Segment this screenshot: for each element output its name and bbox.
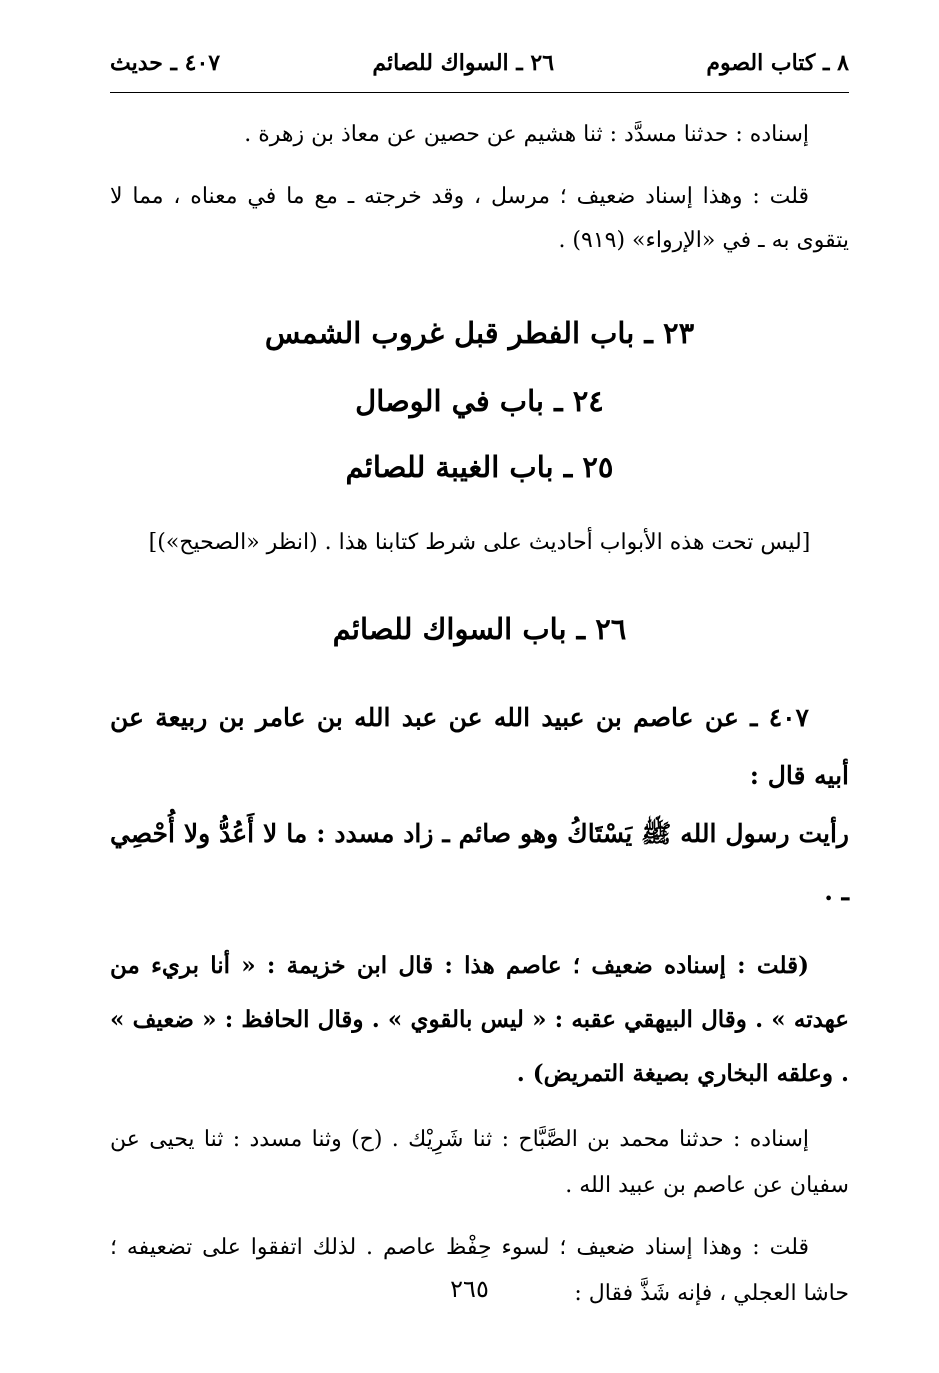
hadith-opening: ٤٠٧ ـ عن عاصم بن عبيد الله عن عبد الله بن عامر بن ربيعة عن أبيه قال : xyxy=(110,703,849,790)
author-note: قلت : وهذا إسناد ضعيف ؛ مرسل ، وقد خرجته ـ مع ما في معناه ، مما لا يتقوى به ـ في «الإرواء» (٩١٩) . xyxy=(110,184,849,253)
header-chapter-title: ٢٦ ـ السواك للصائم xyxy=(372,50,555,76)
header-hadith-number: ٤٠٧ ـ حديث xyxy=(110,50,221,76)
isnad-paragraph: إسناده : حدثنا مسدَّد : ثنا هشيم عن حصين عن معاذ بن زهرة . xyxy=(244,122,809,147)
bracket-note: [ليس تحت هذه الأبواب أحاديث على شرط كتابنا هذا . (انظر «الصحيح»)] xyxy=(148,530,811,555)
chapter-heading-23: ٢٣ ـ باب الفطر قبل غروب الشمس xyxy=(264,316,695,350)
grading-comment: (قلت : إسناده ضعيف ؛ عاصم هذا : قال ابن خزيمة : « أنا بريء من عهدته » . وقال البيهقي عقبه : « ليس بالقوي » . وقال الحافظ : « ضعيف » . وعلقه البخاري بصيغة التمريض) . xyxy=(110,952,849,1087)
hadith-body: رأيت رسول الله ﷺ يَسْتَاكُ وهو صائم ـ زاد مسدد : ما لا أَعُدُّ ولا أُحْصِي ـ . xyxy=(110,819,849,906)
author-note-2: قلت : وهذا إسناد ضعيف ؛ لسوء حِفْظ عاصم . لذلك اتفقوا على تضعيفه ؛ حاشا العجلي ، فإنه شَذَّ فقال : xyxy=(110,1235,849,1306)
chapter-heading-26: ٢٦ ـ باب السواك للصائم xyxy=(332,612,627,646)
hadith-text xyxy=(110,689,849,921)
header-book-title: ٨ ـ كتاب الصوم xyxy=(706,50,849,76)
running-header xyxy=(110,50,849,93)
isnad-paragraph-2: إسناده : حدثنا محمد بن الصَّبَّاح : ثنا شَرِيْك . (ح) وثنا مسدد : ثنا يحيى عن سفيان عن عاصم بن عبيد الله . xyxy=(110,1127,849,1198)
chapter-heading-24: ٢٤ ـ باب في الوصال xyxy=(355,384,604,418)
chapter-heading-25: ٢٥ ـ باب الغيبة للصائم xyxy=(345,450,614,484)
page-number: ٢٦٥ xyxy=(450,1275,489,1303)
book-page xyxy=(110,50,849,1317)
